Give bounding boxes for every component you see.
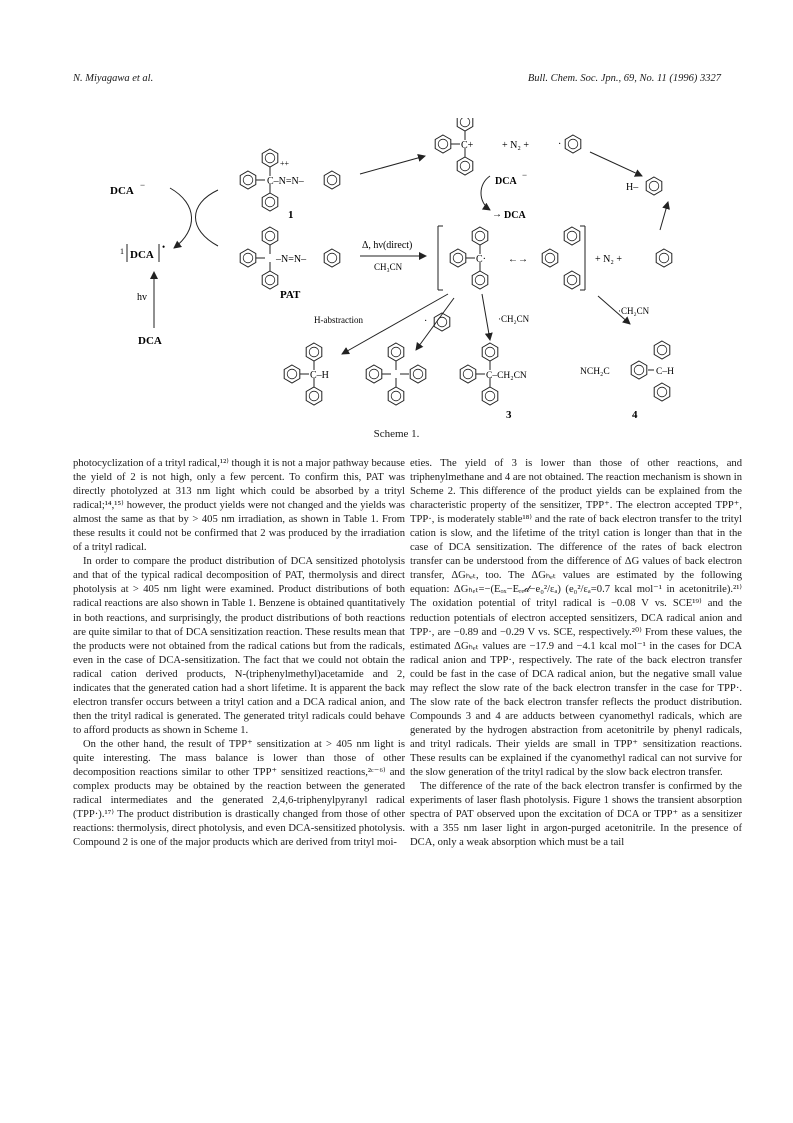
h-abstraction-label: H-abstraction (314, 315, 363, 325)
bet-curve (481, 176, 490, 210)
et-curve-left (170, 188, 192, 248)
singlet-superscript: 1 (120, 247, 124, 256)
dca-ground: DCA (138, 335, 162, 347)
dca-anion-mid: DCA (495, 176, 517, 187)
left-paragraph-3: On the other hand, the result of TPP⁺ sensitization at > 405 nm light is quite interesting. The mass balance is lower than those of other decomposition reactions similar to other TPP⁺ sensitized reactions,²ᶜ⁻⁶⁾ and complex products may be obtained by the reaction between the generated radical intermediates and the generated 2,4,6-triphenylpyranyl radical (TPP·).¹⁷⁾ The product distribution is drastically changed from those of other reactions: thermolysis, direct photolysis, and even DCA-sensitized photolysis. Compound 2 is one of the major products which are derived from trityl moi- (73, 738, 405, 849)
left-paragraph-1: photocyclization of a trityl radical,¹²⁾ though it is not a major pathway because the yield of 2 is not high, only a few percent. To confirm this, PAT was directly photolyzed at 313 nm light which could be absorbed by a trityl radical;¹⁴,¹⁵⁾ however, the product yields were not changed and the yields was almost the same as that by > 405 nm irradiation, as shown in Table 1. From these results it could not be confirmed that 2 was produced by the irradiation of a trityl radical. (73, 458, 405, 554)
et-curve-right (196, 190, 219, 246)
n2-top: + N₂ + (502, 140, 529, 151)
right-paragraph-1: eties. The yield of 3 is lower than those of other reactions, and triphenylmethane and 4 are not obtained. The reaction mechanism is shown in Scheme 2. This difference of the product yields can be explained from the characteristic property of the sensitizer, TPP⁺. The electron accepted TPP⁺, TPP·, is moderately stable¹⁸⁾ and the rate of back electron transfer to the trityl cation is slow, and the lifetime of the trityl cation is longer than that in the case of DCA sensitization. The difference of the rates of back electron transfer can be understood from the difference of ΔG values of back electron transfer, ΔGₕₑₜ, too. The ΔGₕₑₜ values are estimated by the following equation: ΔGₕₑₜ=−(Eₒₓ−Eᵣₑ𝒹−e₀²/εₐ) (e₀²/εₐ=0.7 kcal mol⁻¹ in acetonitrile).²¹⁾ The oxidation potential of trityl radical is −0.08 V vs. SCE¹⁹⁾ and the reduction potentials of electron accepted sensitizers, DCA radical anion and TPP·, are −0.89 and −0.29 V vs. SCE, respectively.²⁰⁾ From these values, the estimated ΔGₕₑₜ values are −17.9 and −4.1 kcal mol⁻¹ in the cases for DCA radical anion and TPP·, respectively. The rate of the back electron transfer could be fast in the case of DCA radical anion, but the negative small value may reflect the slow rate of the back electron transfer in the case for TPP·. The slow rate of the back electron transfer reflects the product distribution. Compounds 3 and 4 are adducts between cyanomethyl radicals, which are generated by the hydrogen abstraction from acetonitrile by phenyl radicals, and trityl radicals. Their yields are small in TPP⁺ sensitization reactions. These results can be explained if the cyanomethyl radical can not survive for the slow generation of the trityl radical by the slow back electron transfer. (410, 458, 742, 779)
trityl-radical-center: C· (476, 254, 486, 265)
compound-3-label: 3 (506, 409, 512, 421)
arrow-phenyl-to-benzene (660, 202, 668, 230)
arrow-to-benzene (590, 152, 642, 176)
n2-mid: + N₂ + (595, 254, 622, 265)
compound-1-label: 1 (288, 209, 294, 221)
azo-group: –N=N– (276, 254, 307, 265)
arrow-phenyl-add (416, 298, 454, 350)
minus-sign: − (140, 180, 146, 190)
hv-label: hv (137, 292, 147, 303)
conditions-top: Δ, hν(direct) (362, 240, 413, 251)
compound-4-group: NCH₂C (580, 367, 610, 377)
trityl-cation-center: C+ (461, 140, 474, 151)
azo-cation-group: C–N=N– (267, 176, 304, 187)
right-paragraph-2: The difference of the rate of the back electron transfer is confirmed by the experiments of laser flash photolysis. Figure 1 shows the transient absorption spectra of PAT observed upon the excitation of DCA or TPP⁺ as a sensitizer with a 355 nm laser light in argon-purged acetonitrile. In the presence of DCA, only a weak absorption which must be a tail (410, 781, 742, 849)
dca-anion-left: DCA (110, 185, 134, 197)
pat-label: PAT (280, 289, 301, 301)
running-header-authors: N. Miyagawa et al. (73, 73, 154, 84)
running-header-journal: Bull. Chem. Soc. Jpn., 69, No. 11 (1996) 3327 (527, 73, 721, 84)
radical-dot: • (162, 242, 166, 252)
ch2cn-right: ·CH₂CN (618, 306, 650, 316)
ch2cn-mid: ·CH₂CN (498, 314, 530, 324)
right-column (410, 457, 742, 850)
left-column (73, 457, 405, 850)
compound-3-group: C–CH₂CN (486, 371, 527, 381)
phenyl-radical-dot-2: · (424, 316, 428, 327)
compound-4-label: 4 (632, 409, 638, 421)
excited-dca: DCA (130, 249, 154, 261)
reaction-scheme (70, 118, 730, 438)
arrow-to-cation (360, 156, 425, 174)
compound-4-ch: C–H (656, 367, 674, 377)
triphenylmethane: C–H (310, 370, 329, 381)
resonance-arrow: ←→ (508, 254, 528, 265)
dca-mid: DCA (504, 210, 526, 221)
scheme-caption: Scheme 1. (373, 428, 420, 440)
left-paragraph-2: In order to compare the product distribution of DCA sensitized photolysis and that of the typical radical decomposition of PAT, thermolysis and direct photolysis at > 405 nm light were examined. Product distributions of both radical reactions are also shown in Table 1. Benzene is obtained quantitatively in both reactions, and surprisingly, the product distributions of both reactions are quite similar to that of DCA sensitization reaction. These results mean that the products were not obtained from the radical cations but from the radicals, even in the case of DCA-sensitization. The fact that we could not obtain the radical cation derived products, N-(triphenylmethyl)acetamide and 2, indicates that the generated cation had a short lifetime. It is apparent the back electron transfer occurs between a trityl cation and a DCA radical anion, and then the trityl radical is generated. The generated trityl radicals could behave to afford products as shown in Scheme 1. (73, 556, 405, 736)
benzene-h: H– (626, 182, 639, 193)
arrow-mark: → (492, 209, 502, 220)
arrow-cyanomethyl (482, 294, 490, 340)
conditions-bottom: CH₃CN (374, 262, 403, 272)
plus-plus: ++ (280, 159, 290, 168)
phenyl-radical-dot: · (558, 139, 562, 150)
minus-sign-mid: − (522, 170, 528, 180)
